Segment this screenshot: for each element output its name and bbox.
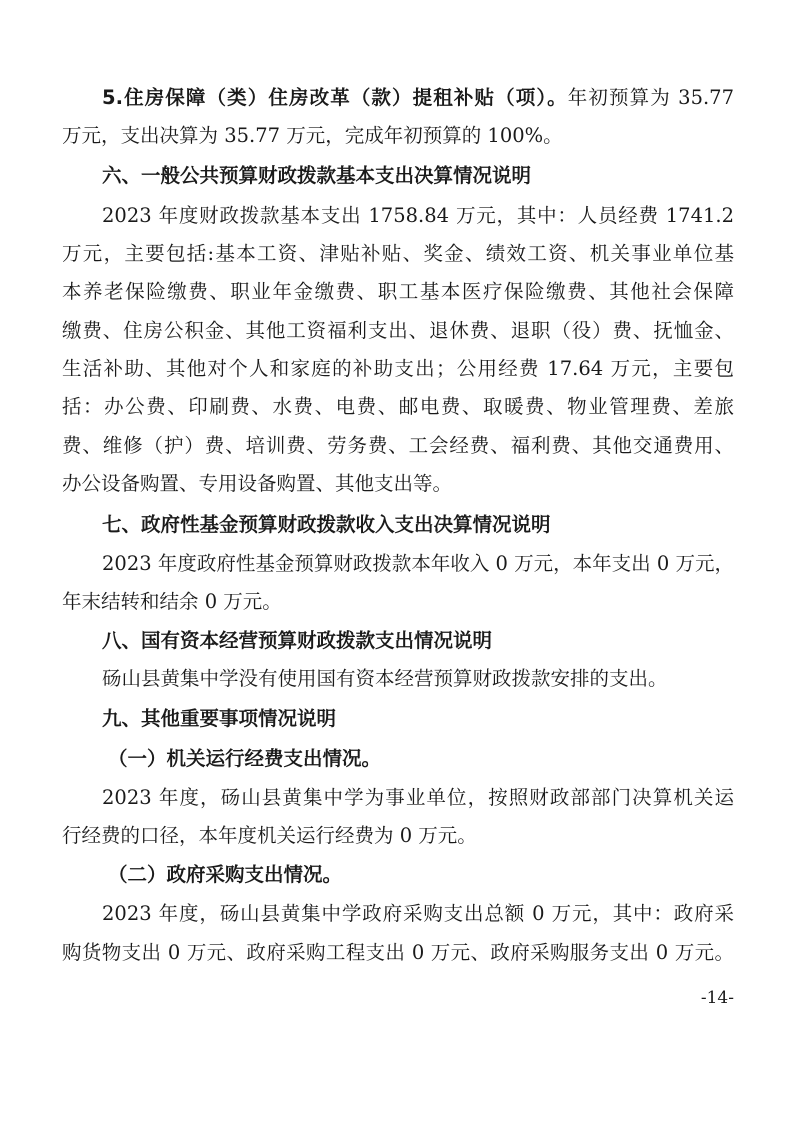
sec9-sub1-line-2: 行经费的口径，本年度机关运行经费为 0 万元。 bbox=[62, 824, 477, 847]
sec6-line-1: 2023 年度财政拨款基本支出 1758.84 万元，其中：人员经费 1741.2 bbox=[102, 204, 734, 227]
sec7-line-1: 2023 年度政府性基金预算财政拨款本年收入 0 万元，本年支出 0 万元， bbox=[102, 552, 734, 575]
sec9-sub2-line-1: 2023 年度，砀山县黄集中学政府采购支出总额 0 万元，其中：政府采 bbox=[102, 902, 734, 925]
sec8-heading: 八、国有资本经营预算财政拨款支出情况说明 bbox=[102, 629, 493, 652]
sec5-line-1 bbox=[102, 84, 734, 112]
sec9-sub2-line-2: 购货物支出 0 万元、政府采购工程支出 0 万元、政府采购服务支出 0 万元。 bbox=[62, 941, 734, 964]
sec8-line-1: 砀山县黄集中学没有使用国有资本经营预算财政拨款安排的支出。 bbox=[102, 667, 668, 690]
sec9-sub1-heading: （一）机关运行经费支出情况。 bbox=[108, 747, 382, 770]
sec7-heading: 七、政府性基金预算财政拨款收入支出决算情况说明 bbox=[102, 513, 551, 536]
sec6-line-6: 括：办公费、印刷费、水费、电费、邮电费、取暖费、物业管理费、差旅 bbox=[62, 395, 734, 418]
sec7-line-2: 年末结转和结余 0 万元。 bbox=[62, 590, 282, 613]
sec6-line-4: 缴费、住房公积金、其他工资福利支出、退休费、退职（役）费、抚恤金、 bbox=[62, 319, 734, 342]
sec6-heading: 六、一般公共预算财政拨款基本支出决算情况说明 bbox=[102, 164, 532, 187]
sec6-line-5: 生活补助、其他对个人和家庭的补助支出；公用经费 17.64 万元，主要包 bbox=[62, 357, 734, 380]
sec5-title: 5.住房保障（类）住房改革（款）提租补贴（项）。 bbox=[102, 86, 568, 109]
sec6-line-3: 本养老保险缴费、职业年金缴费、职工基本医疗保险缴费、其他社会保障 bbox=[62, 280, 734, 303]
sec6-line-7: 费、维修（护）费、培训费、劳务费、工会经费、福利费、其他交通费用、 bbox=[62, 434, 734, 457]
sec6-line-8: 办公设备购置、专用设备购置、其他支出等。 bbox=[62, 472, 453, 495]
sec9-sub2-heading: （二）政府采购支出情况。 bbox=[108, 863, 343, 886]
sec9-sub1-line-1: 2023 年度，砀山县黄集中学为事业单位，按照财政部部门决算机关运 bbox=[102, 786, 734, 809]
sec9-heading: 九、其他重要事项情况说明 bbox=[102, 707, 337, 730]
sec5-line-2: 万元，支出决算为 35.77 万元，完成年初预算的 100%。 bbox=[62, 124, 563, 147]
page-number: -14- bbox=[700, 988, 734, 1008]
sec6-line-2: 万元，主要包括:基本工资、津贴补贴、奖金、绩效工资、机关事业单位基 bbox=[62, 242, 734, 265]
sec5-line-1-text: 年初预算为 35.77 bbox=[567, 86, 734, 109]
